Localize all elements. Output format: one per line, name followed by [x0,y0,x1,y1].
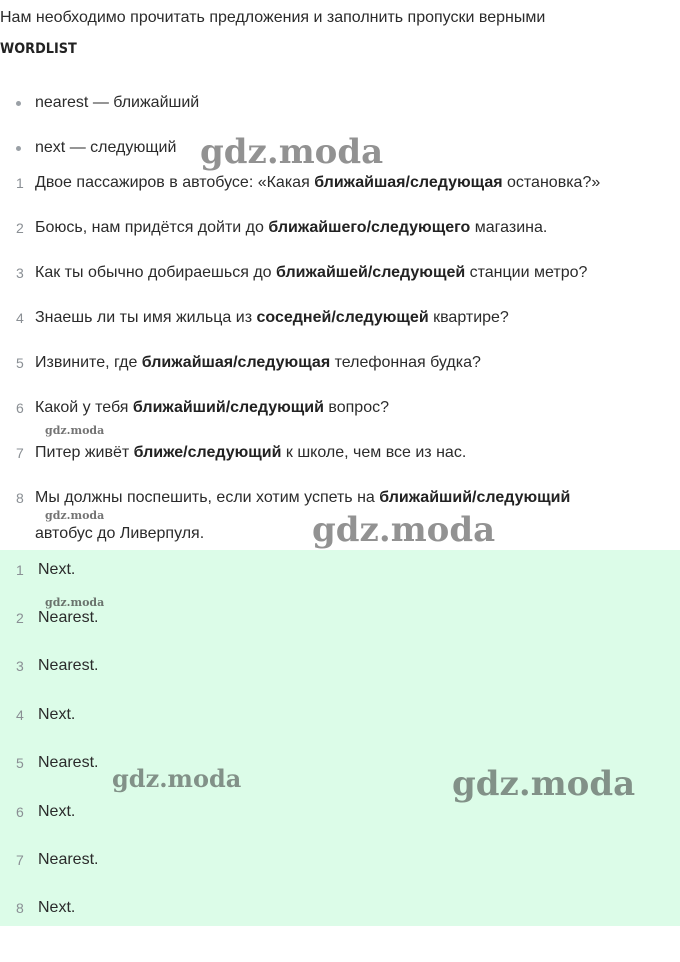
answer-number: 4 [16,707,24,723]
answer-text: Nearest. [38,851,99,868]
task-text: Как ты обычно добираешься до ближайшей/следующей станции метро? [35,264,588,281]
task-number: 7 [16,445,24,461]
task-text: Знаешь ли ты имя жильца из соседней/следующей квартире? [35,309,509,326]
answer-number: 7 [16,852,24,868]
wordlist-item-text: next — следующий [35,139,177,156]
watermark: gdz.moda [45,596,105,609]
watermark: gdz.moda [452,764,636,804]
answer-text: Next. [38,899,76,916]
answer-number: 5 [16,755,24,771]
bullet-dot [16,146,21,151]
bullet-dot [16,101,21,106]
answer-number: 8 [16,900,24,916]
watermark: gdz.moda [312,510,496,550]
task-number: 1 [16,175,24,191]
task-text: Питер живёт ближе/следующий к школе, чем все из нас. [35,444,467,461]
answer-text: Nearest. [38,754,99,771]
answer-number: 2 [16,610,24,626]
answer-text: Nearest. [38,609,99,626]
task-text: Мы должны поспешить, если хотим успеть на ближайший/следующий [35,489,571,506]
answer-number: 1 [16,562,24,578]
task-number: 2 [16,220,24,236]
task-text: Двое пассажиров в автобусе: «Какая ближайшая/следующая остановка?» [35,174,601,191]
task-number: 3 [16,265,24,281]
watermark: gdz.moda [112,764,242,793]
task-number: 4 [16,310,24,326]
answer-number: 3 [16,658,24,674]
watermark: gdz.moda [45,509,105,522]
watermark: gdz.moda [45,424,105,437]
watermark: gdz.moda [200,132,384,172]
task-number: 6 [16,400,24,416]
task-text: Извините, где ближайшая/следующая телефонная будка? [35,354,481,371]
answer-text: Next. [38,803,76,820]
task-text-line2: автобус до Ливерпуля. [35,525,205,542]
task-text: Какой у тебя ближайший/следующий вопрос? [35,399,389,416]
answer-text: Next. [38,706,76,723]
answer-text: Nearest. [38,657,99,674]
wordlist-title: WORDLIST [0,41,77,57]
intro-text: Нам необходимо прочитать предложения и заполнить пропуски верными [0,9,546,26]
task-number: 8 [16,490,24,506]
task-number: 5 [16,355,24,371]
task-text: Боюсь, нам придётся дойти до ближайшего/следующего магазина. [35,219,548,236]
answer-text: Next. [38,561,76,578]
wordlist-item-text: nearest — ближайший [35,94,200,111]
answer-number: 6 [16,804,24,820]
